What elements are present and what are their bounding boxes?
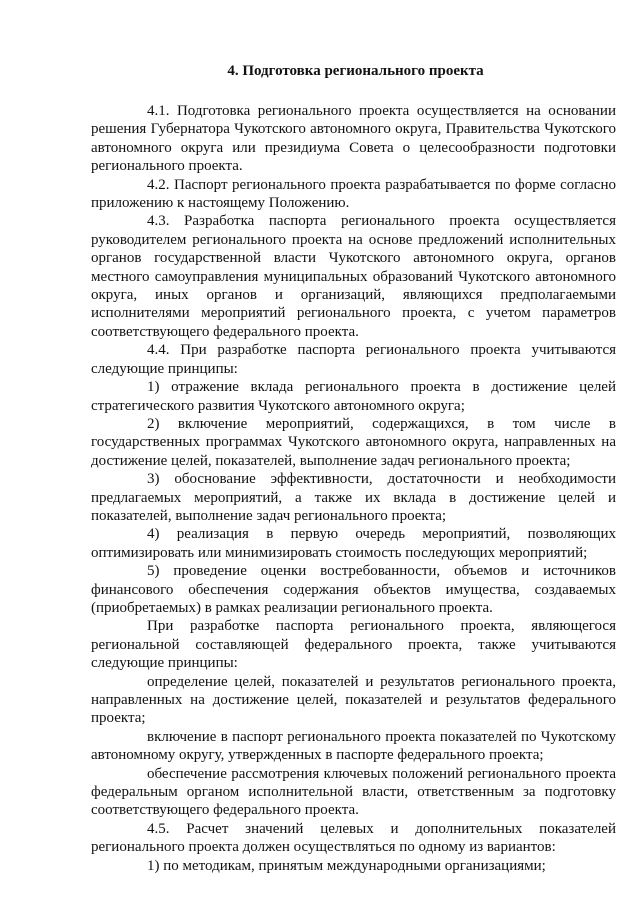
- list-item-federal-3: обеспечение рассмотрения ключевых положений регионального проекта федеральным органом исполнительной власти, ответственным за подготовку соответствующего федерального проекта.: [91, 765, 616, 819]
- list-item-federal-2: включение в паспорт регионального проекта показателей по Чукотскому автономному округу, утвержденных в паспорте федерального проекта;: [91, 728, 616, 764]
- list-item-2: 2) включение мероприятий, содержащихся, в том числе в государственных программах Чукотского автономного округа, направленных на достижение целей, показателей, выполнение задач регионального проекта;: [91, 415, 616, 469]
- list-item-3: 3) обоснование эффективности, достаточности и необходимости предлагаемых мероприятий, а также их вклада в достижение целей и показателей, выполнение задач регионального проекта;: [91, 471, 616, 524]
- list-item-federal-1: определение целей, показателей и результатов регионального проекта, направленных на достижение целей, показателей и результатов федерального проекта;: [91, 673, 616, 727]
- list-item-5: 5) проведение оценки востребованности, объемов и источников финансового обеспечения содержания объектов имущества, создаваемых (приобретаемых) в рамках реализации регионального проекта.: [91, 563, 616, 616]
- paragraph-4-4: 4.4. При разработке паспорта регионального проекта учитываются следующие принципы:: [91, 342, 616, 377]
- list-item-1: 1) отражение вклада регионального проекта в достижение целей стратегического развития Чукотского автономного округа;: [91, 379, 616, 414]
- document-page: [91, 62, 616, 875]
- section-title: 4. Подготовка регионального проекта: [227, 63, 484, 79]
- paragraph-4-5: 4.5. Расчет значений целевых и дополнительных показателей регионального проекта должен осуществляться по одному из вариантов:: [91, 820, 616, 856]
- paragraph-4-3: 4.3. Разработка паспорта регионального проекта осуществляется руководителем регионального проекта на основе предложений исполнительных органов государственной власти Чукотского автономного округа, органов местного самоуправления муниципальных образований Чукотского автономного округа, иных органов и организаций, являющихся предполагаемыми исполнителями мероприятий регионального проекта, с учетом параметров соответствующего федерального проекта.: [91, 213, 616, 340]
- paragraph-4-2: 4.2. Паспорт регионального проекта разрабатывается по форме согласно приложению к настоящему Положению.: [91, 176, 616, 212]
- list-item-4: 4) реализация в первую очередь мероприятий, позволяющих оптимизировать или минимизировать стоимость последующих мероприятий;: [91, 526, 616, 561]
- paragraph-federal-principles: При разработке паспорта регионального проекта, являющегося региональной составляющей федерального проекта, также учитываются следующие принципы:: [91, 618, 616, 672]
- list-item-methodology-1: 1) по методикам, принятым международными организациями;: [147, 857, 546, 874]
- paragraph-4-1: 4.1. Подготовка регионального проекта осуществляется на основании решения Губернатора Чукотского автономного округа, Правительства Чукотского автономного округа или президиума Совета о целесообразности подготовки регионального проекта.: [91, 103, 616, 175]
